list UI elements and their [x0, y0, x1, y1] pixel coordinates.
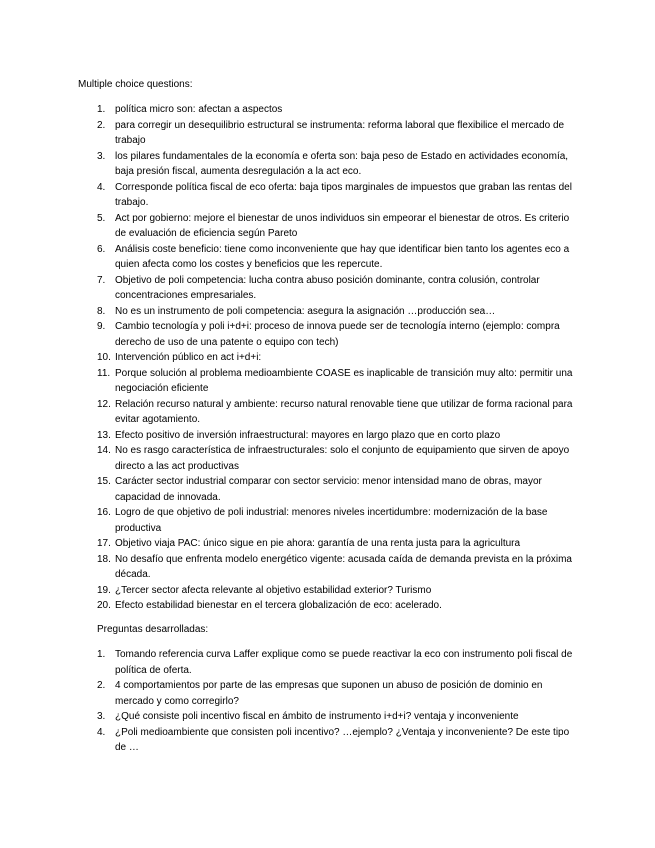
- dev-question-list: [0, 647, 580, 756]
- item-number: 16.: [97, 507, 111, 518]
- list-item: [0, 319, 580, 350]
- item-text: ¿Poli medioambiente que consisten poli incentivo? …ejemplo? ¿Ventaja y inconveniente? De este tipo de …: [115, 726, 570, 753]
- item-number: 18.: [97, 553, 111, 565]
- item-text: Efecto estabilidad bienestar en el tercera globalización de eco: acelerado.: [115, 600, 442, 611]
- item-text: No es un instrumento de poli competencia: asegura la asignación …producción sea…: [115, 305, 496, 317]
- item-text: Efecto positivo de inversión infraestructural: mayores en largo plazo que en corto plazo: [115, 429, 501, 441]
- item-text: Porque solución al problema medioambiente COASE es inaplicable de transición muy alto: permitir una negociación eficiente: [115, 367, 573, 394]
- item-number: 11.: [97, 367, 111, 379]
- item-text: ¿Qué consiste poli incentivo fiscal en ámbito de instrumento i+d+i? ventaja y inconveniente: [115, 711, 519, 722]
- list-item: [0, 647, 580, 678]
- list-item: [0, 397, 580, 428]
- item-text: 4 comportamientos por parte de las empresas que suponen un abuso de posición de dominio en mercado y como corregirlo?: [115, 680, 543, 707]
- item-text: Relación recurso natural y ambiente: recurso natural renovable tiene que utilizar de forma racional para evitar agotamiento.: [115, 398, 573, 425]
- list-item: [0, 366, 580, 397]
- item-number: 15.: [97, 476, 111, 487]
- list-item: [0, 211, 580, 242]
- item-number: 17.: [97, 538, 111, 549]
- item-number: 2.: [97, 119, 106, 131]
- list-item: [0, 678, 580, 709]
- item-text: No desafío que enfrenta modelo energético vigente: acusada caída de demanda prevista en la próxima década.: [115, 553, 572, 580]
- item-number: 12.: [97, 398, 111, 410]
- item-number: 19.: [97, 584, 111, 596]
- item-text: Cambio tecnología y poli i+d+i: proceso de innova puede ser de tecnología interno (ejemplo: compra derecho de uso de una patente o equipo con tech): [115, 321, 560, 348]
- list-item: [0, 102, 580, 118]
- list-item: [0, 474, 580, 505]
- list-item: [0, 443, 580, 474]
- list-item: [0, 118, 580, 149]
- item-text: No es rasgo característica de infraestructurales: solo el conjunto de equipamiento que sirven de apoyo directo a las act productivas: [115, 445, 570, 472]
- item-number: 6.: [97, 243, 106, 255]
- item-number: 20.: [97, 600, 111, 611]
- item-text: Carácter sector industrial comparar con sector servicio: menor intensidad mano de obras, mayor capacidad de innovada.: [115, 476, 542, 503]
- item-number: 8.: [97, 305, 106, 317]
- item-text: ¿Tercer sector afecta relevante al objetivo estabilidad exterior? Turismo: [115, 584, 432, 596]
- list-item: [0, 709, 580, 725]
- item-number: 9.: [97, 321, 106, 332]
- item-text: Logro de que objetivo de poli industrial: menores niveles incertidumbre: modernización de la base productiva: [115, 507, 548, 534]
- item-number: 3.: [97, 150, 106, 162]
- item-number: 4.: [97, 726, 106, 738]
- item-number: 7.: [97, 274, 106, 286]
- item-number: 1.: [97, 649, 106, 660]
- item-text: Act por gobierno: mejore el bienestar de unos individuos sin empeorar el bienestar de otros. Es criterio de evaluación de eficiencia según Pareto: [115, 212, 570, 239]
- mc-question-list: [0, 102, 580, 614]
- list-item: [0, 725, 580, 756]
- list-item: [0, 180, 580, 211]
- item-text: Tomando referencia curva Laffer explique como se puede reactivar la eco con instrumento poli fiscal de política de oferta.: [115, 649, 573, 676]
- dev-heading: Preguntas desarrolladas:: [97, 624, 209, 635]
- item-number: 13.: [97, 429, 111, 441]
- item-text: Objetivo de poli competencia: lucha contra abuso posición dominante, contra colusión, controlar concentraciones empresariales.: [115, 274, 540, 301]
- item-text: Objetivo viaja PAC: único sigue en pie ahora: garantía de una renta justa para la agricultura: [115, 538, 521, 549]
- list-item: [0, 350, 580, 366]
- item-number: 5.: [97, 212, 106, 224]
- item-text: Análisis coste beneficio: tiene como inconveniente que hay que identificar bien tanto los agentes eco a quien afecta como los costes y beneficios que les repercute.: [115, 243, 570, 270]
- item-text: para corregir un desequilibrio estructural se instrumenta: reforma laboral que flexibilice el mercado de trabajo: [115, 119, 565, 146]
- item-number: 3.: [97, 711, 106, 722]
- item-number: 4.: [97, 181, 106, 193]
- list-item: [0, 273, 580, 304]
- item-text: Corresponde política fiscal de eco oferta: baja tipos marginales de impuestos que graban las rentas del trabajo.: [115, 181, 572, 208]
- item-number: 10.: [97, 352, 111, 363]
- item-text: Intervención público en act i+d+i:: [115, 352, 262, 363]
- item-text: política micro son: afectan a aspectos: [115, 104, 283, 115]
- item-number: 1.: [97, 104, 106, 115]
- list-item: [0, 149, 580, 180]
- list-item: [0, 428, 580, 444]
- list-item: [0, 583, 580, 599]
- list-item: [0, 304, 580, 320]
- item-number: 2.: [97, 680, 106, 691]
- list-item: [0, 536, 580, 552]
- list-item: [0, 598, 580, 614]
- list-item: [0, 552, 580, 583]
- list-item: [0, 242, 580, 273]
- list-item: [0, 505, 580, 536]
- item-text: los pilares fundamentales de la economía e oferta son: baja peso de Estado en actividades economía, baja presión fiscal, aumenta desregulación a la act eco.: [115, 150, 569, 177]
- mc-heading: Multiple choice questions:: [78, 79, 193, 90]
- item-number: 14.: [97, 445, 111, 456]
